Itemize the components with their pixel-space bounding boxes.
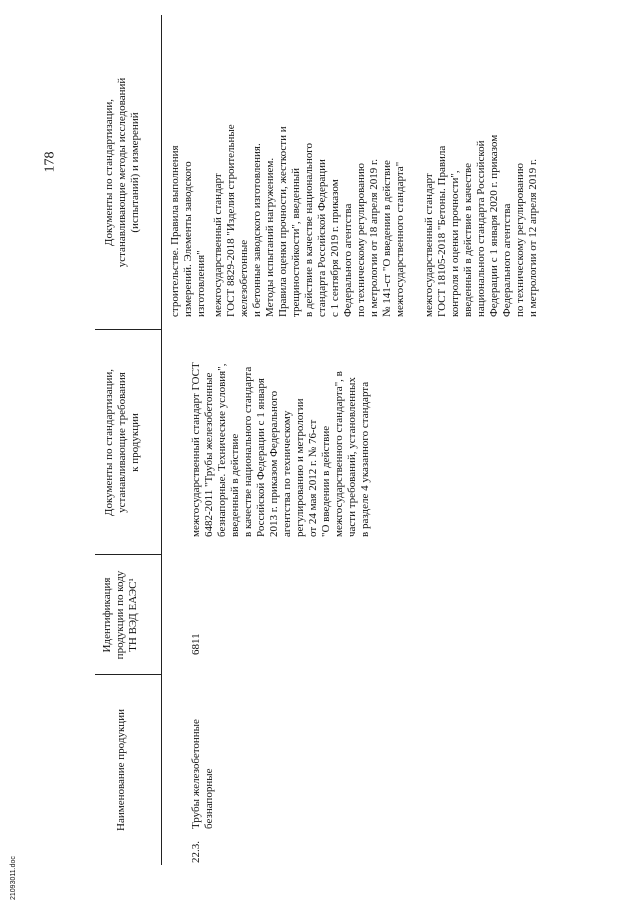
methods-standard-gost-18105: межгосударственный стандарт ГОСТ 18105-2018 "Бетоны. Правила контроля и оценки прочности", введенный в действие в качестве национального стандарта Российской Федерации с 1 января 2020 г. приказом Федерального агентства по техническому регулированию и метрологии от 12 апреля 2019 г.	[423, 134, 539, 317]
header-test-methods-standards: Документы по стандартизации, устанавливающие методы исследований (испытаний) и измерений	[103, 77, 141, 268]
requirements-standard: межгосударственный стандарт ГОСТ 6482-2011 "Трубы железобетонные безнапорные. Технические условия", введенный в действие в качестве национального стандарта Российской Федерации с 1 января 2013 г. приказом Федерального агентства по техническому регулированию и метрологии от 24 мая 2012 г. № 76-ст "О введении в действие межгосударственного стандарта", в части требований, установленных в разделе 4 указанного стандарта	[190, 362, 371, 537]
header-product-name: Наименование продукции	[115, 709, 127, 831]
methods-standard-gost-8829: межгосударственный стандарт ГОСТ 8829-2018 "Изделия строительные железобетонные и бетонные заводского изготовления. Методы испытаний нагружением. Правила оценки прочности, жесткости и трещиностойкости", введенный в действие в качестве национального стандарта Российской Федерации с 1 сентября 2019 г. приказом Федерального агентства по техническому регулированию и метрологии от 18 апреля 2019 г. № 141-ст "О введении в действие межгосударственного стандарта"	[212, 124, 406, 317]
header-tn-ved-code: Идентификация продукции по коду ТН ВЭД ЕАЭС¹	[101, 570, 139, 660]
document-code: 21093011.doc	[10, 856, 17, 900]
row-number: 22.3.	[190, 841, 202, 863]
table-grid	[95, 15, 595, 865]
rotated-table	[95, 15, 595, 865]
tn-ved-code: 6811	[190, 633, 202, 655]
methods-continuation-text: строительстве. Правила выполнения измерений. Элементы заводского изготовления"	[169, 145, 207, 317]
product-name: Трубы железобетонные безнапорные	[190, 719, 215, 829]
header-requirements-standards: Документы по стандартизации, устанавливающие требования к продукции	[103, 368, 141, 517]
header-bottom-rule	[161, 15, 162, 865]
page-number: 178	[42, 151, 58, 173]
